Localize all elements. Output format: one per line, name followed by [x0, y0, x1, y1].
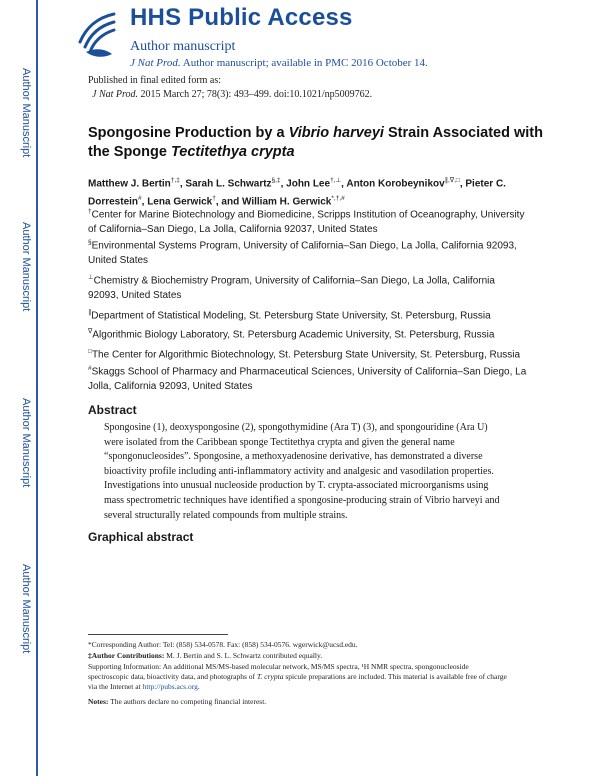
affiliation-4: ∥Department of Statistical Modeling, St. Petersburg State University, St. Petersburg, Russia — [88, 309, 491, 322]
side-label-4: Author Manuscript — [20, 564, 32, 654]
graphical-abstract-heading: Graphical abstract — [88, 530, 194, 544]
author-name: John Lee — [286, 178, 331, 190]
publication-info: Published in final edited form as: J Nat Prod. 2015 March 27; 78(3): 493–499. doi:10.1021/np5009762. — [88, 75, 373, 100]
pubs-acs-link[interactable]: http://pubs.acs.org — [142, 682, 198, 691]
article-title: Spongosine Production by a Vibrio harveyi Strain Associated with the Sponge Tectitethya crypta — [88, 125, 543, 160]
author-name: Matthew J. Bertin — [88, 178, 171, 190]
hhs-title: HHS Public Access — [130, 4, 353, 31]
side-label-3: Author Manuscript — [20, 398, 32, 488]
abstract-text: Spongosine (1), deoxyspongosine (2), spongothymidine (Ara T) (3), and spongouridine (Ara U) were isolated from the Caribbean sponge Tectitethya crypta and given the general name “spongonucleosides”. Spongosine, a methoxyadenosine derivative, has demonstrated a diverse bioactivity profile including anti-inflammatory activity and analgesic and vasodilation properties. Investigations into unusual nucleoside production by T. crypta-associated microorganisms using mass spectrometric techniques have identified a spongosine-producing strain of Vibrio harveyi and several structurally related compounds from multiple strains. — [104, 422, 500, 521]
affiliation-7: #Skaggs School of Pharmacy and Pharmaceutical Sciences, University of California–San Diego, La Jolla, California 92093, United States — [88, 365, 527, 393]
hhs-eagle-icon — [74, 8, 120, 60]
affiliation-6: □The Center for Algorithmic Biotechnology, St. Petersburg State University, St. Petersburg, Russia — [88, 348, 521, 361]
affiliation-5: ∇Algorithmic Biology Laboratory, St. Petersburg Academic University, St. Petersburg, Russia — [88, 328, 495, 341]
footnote-corresponding: *Corresponding Author: Tel: (858) 534-0578. Fax: (858) 534-0576. wgerwick@ucsd.edu. — [88, 640, 358, 649]
abstract-heading: Abstract — [88, 403, 137, 417]
side-margin-line — [36, 0, 38, 776]
author-name: Pieter C. Dorrestein — [88, 178, 506, 208]
affiliation-1: †Center for Marine Biotechnology and Biomedicine, Scripps Institution of Oceanography, University of California–San Diego, La Jolla, California 92037, United States — [88, 208, 525, 236]
author-name: Anton Korobeynikov — [346, 178, 445, 190]
footnote-notes: Notes: The authors declare no competing financial interest. — [88, 697, 267, 706]
author-name: William H. Gerwick — [241, 196, 332, 208]
side-label-2: Author Manuscript — [20, 222, 32, 312]
affiliation-2: §Environmental Systems Program, University of California–San Diego, La Jolla, California 92093, United States — [88, 239, 517, 267]
author-list: Matthew J. Bertin†,‡, Sarah L. Schwartz§,‡, John Lee†,⊥, Anton Korobeynikov∥,∇,□, Pieter C. Dorrestein#, Lena Gerwick†, and William H. Gerwick*,†,# — [88, 177, 506, 208]
author-name: Sarah L. Schwartz — [185, 178, 272, 190]
footnote-divider — [88, 634, 228, 635]
affiliation-3: ⊥Chemistry & Biochemistry Program, University of California–San Diego, La Jolla, California 92093, United States — [88, 274, 495, 302]
side-label-1: Author Manuscript — [20, 68, 32, 158]
journal-availability: J Nat Prod. Author manuscript; available in PMC 2016 October 14. — [130, 57, 428, 69]
author-name: Lena Gerwick — [147, 196, 213, 208]
footnote-supporting-info: Supporting Information: An additional MS/MS-based molecular network, MS/MS spectra, ¹H NMR spectra, spongonucleoside spectroscopic data, bioactivity data, and photographs of T. crypta spicule preparations are included. This material is available free of charge via the Internet at http://pubs.acs.org. — [88, 662, 507, 691]
manuscript-label: Author manuscript — [130, 39, 236, 54]
footnote-contributions: ‡Author Contributions: M. J. Bertin and S. L. Schwartz contributed equally. — [88, 651, 323, 660]
